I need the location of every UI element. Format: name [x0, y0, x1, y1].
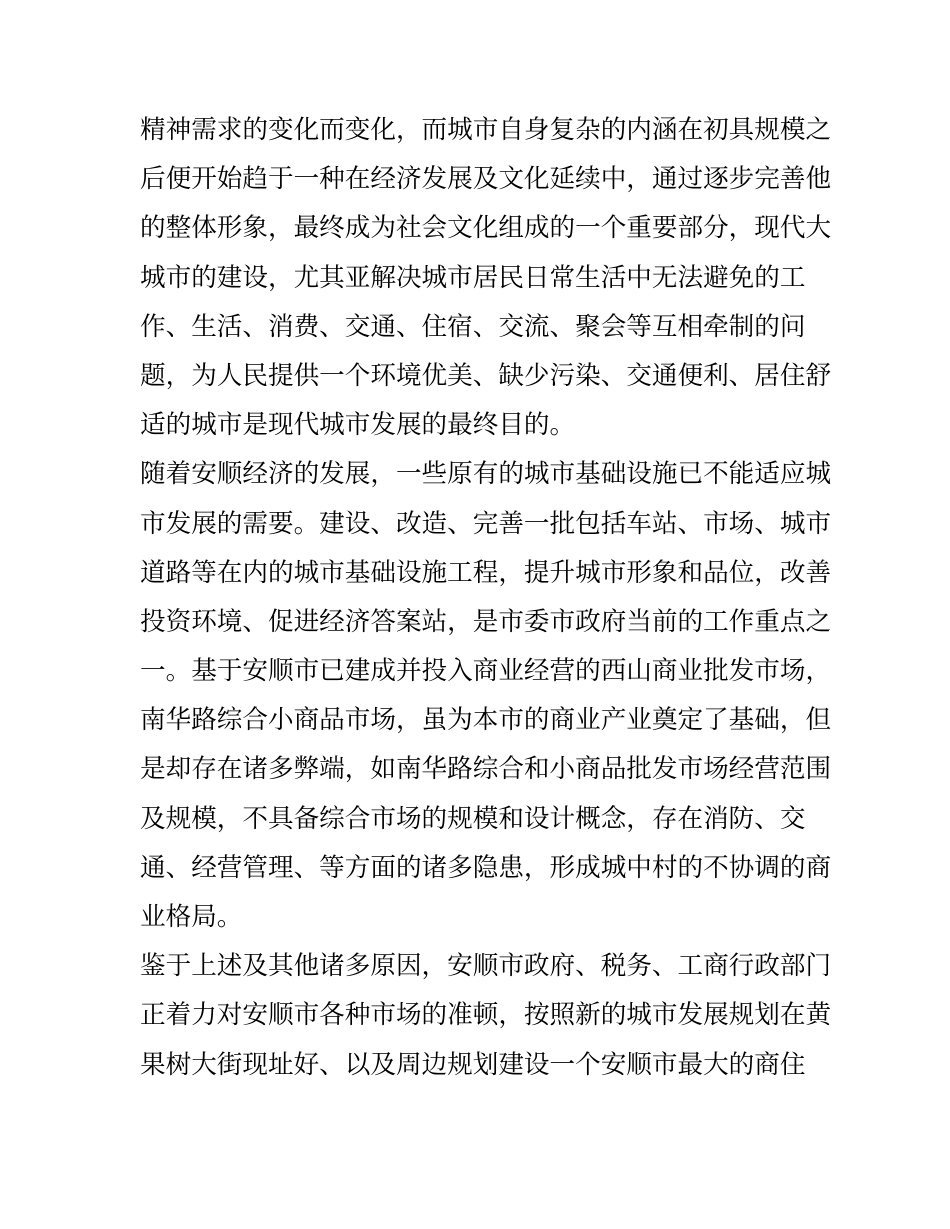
text-line: 及规模，不具备综合市场的规模和设计概念，存在消防、交	[140, 803, 806, 834]
text-line: 一。基于安顺市已建成并投入商业经营的西山商业批发市场，	[140, 656, 832, 687]
text-line: 果树大街现址好、以及周边规划建设一个安顺市最大的商住	[140, 1049, 806, 1080]
text-line: 通、经营管理、等方面的诸多隐患，形成城中村的不协调的商	[140, 852, 832, 883]
text-line: 正着力对安顺市各种市场的准顿，按照新的城市发展规划在黄	[140, 1000, 832, 1031]
text-line: 适的城市是现代城市发展的最终目的。	[140, 410, 576, 441]
body-text	[140, 106, 832, 1090]
text-line: 城市的建设，尤其亚解决城市居民日常生活中无法避免的工	[140, 262, 806, 293]
text-line: 投资环境、促进经济答案站，是市委市政府当前的工作重点之	[140, 606, 832, 637]
text-line: 题，为人民提供一个环境优美、缺少污染、交通便利、居住舒	[140, 360, 832, 391]
text-line: 鉴于上述及其他诸多原因，安顺市政府、税务、工商行政部门	[140, 951, 832, 982]
text-line: 市发展的需要。建设、改造、完善一批包括车站、市场、城市	[140, 508, 832, 539]
text-line: 的整体形象，最终成为社会文化组成的一个重要部分，现代大	[140, 213, 832, 244]
text-line: 精神需求的变化而变化，而城市自身复杂的内涵在初具规模之	[140, 115, 832, 145]
text-line: 随着安顺经济的发展，一些原有的城市基础设施已不能适应城	[140, 459, 832, 490]
text-line: 是却存在诸多弊端，如南华路综合和小商品批发市场经营范围	[140, 754, 832, 785]
text-line: 作、生活、消费、交通、住宿、交流、聚会等互相牵制的问	[140, 311, 806, 342]
text-line: 业格局。	[140, 902, 243, 932]
text-line: 道路等在内的城市基础设施工程，提升城市形象和品位，改善	[140, 557, 832, 588]
text-line: 南华路综合小商品市场，虽为本市的商业产业奠定了基础，但	[140, 705, 832, 736]
text-line: 后便开始趋于一种在经济发展及文化延续中，通过逐步完善他	[140, 164, 832, 195]
